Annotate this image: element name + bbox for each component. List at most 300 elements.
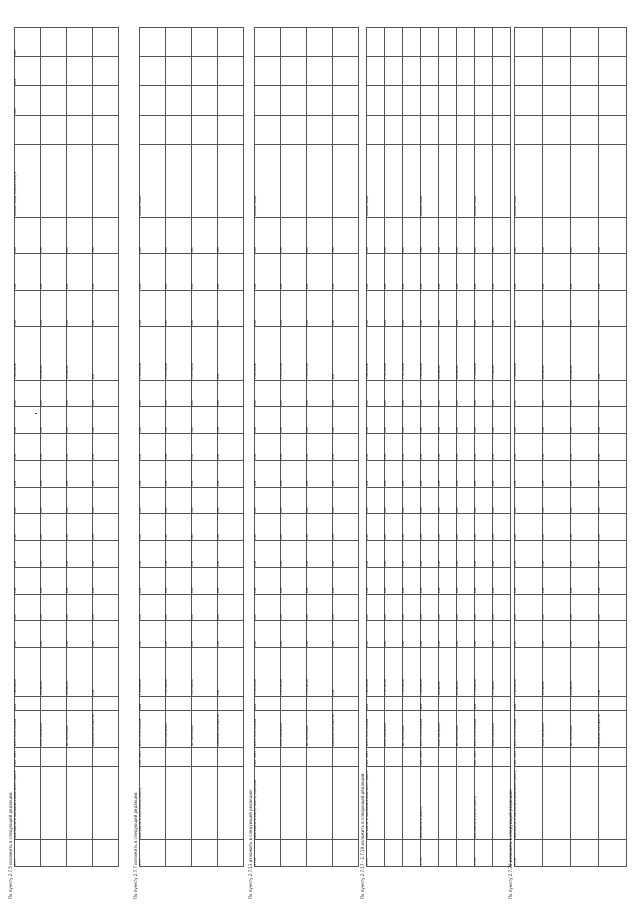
table-cell: 0,00 bbox=[166, 434, 192, 461]
table-row bbox=[15, 28, 41, 867]
table-cell bbox=[457, 144, 475, 217]
table-cell: 0,00 bbox=[218, 380, 244, 407]
table-cell: 0000 bbox=[15, 696, 41, 711]
table-cell: 0,00 bbox=[475, 567, 493, 594]
table-cell: 0,00 bbox=[192, 407, 218, 434]
table-cell bbox=[255, 28, 281, 57]
table-cell: 0,00 bbox=[41, 514, 67, 541]
table-cell: 0,00 bbox=[93, 380, 119, 407]
table-cell bbox=[218, 57, 244, 86]
table-cell bbox=[67, 696, 93, 711]
table-cell bbox=[385, 840, 403, 867]
table-cell: 0,00 bbox=[493, 514, 511, 541]
table-cell: 0,00 bbox=[421, 514, 439, 541]
table-cell: 0,00 bbox=[421, 254, 439, 290]
table-cell: 0,00 bbox=[367, 217, 385, 253]
table-cell: 0,00 bbox=[543, 594, 571, 621]
table-cell: 0,00 bbox=[367, 434, 385, 461]
table-cell bbox=[385, 115, 403, 144]
table-cell bbox=[599, 115, 627, 144]
table-cell: 0,00 bbox=[15, 594, 41, 621]
table-row bbox=[493, 28, 511, 867]
table-cell: 0,00 bbox=[439, 594, 457, 621]
table-cell: 0,00 bbox=[599, 567, 627, 594]
table-cell: 0,00 bbox=[218, 290, 244, 326]
table-cell bbox=[281, 144, 307, 217]
table-cell: 0,00 bbox=[475, 217, 493, 253]
table-cell: 0,00 bbox=[457, 290, 475, 326]
table-cell: областной бюджет bbox=[385, 711, 403, 747]
table-cell bbox=[599, 86, 627, 115]
table-cell: 0,00 bbox=[571, 594, 599, 621]
stray-mark bbox=[35, 413, 37, 414]
table-cell bbox=[93, 144, 119, 217]
table-cell bbox=[255, 86, 281, 115]
table-cell: 0,00 bbox=[255, 460, 281, 487]
table-cell: 0000 bbox=[367, 696, 385, 711]
table-cell: 0,00 bbox=[166, 621, 192, 648]
table-row bbox=[421, 28, 439, 867]
table-cell: 0,00 bbox=[307, 434, 333, 461]
table-cell bbox=[333, 86, 359, 115]
table-cell: 0,00 bbox=[15, 217, 41, 253]
table-cell: внебюджетные средства bbox=[93, 711, 119, 747]
table-cell bbox=[457, 696, 475, 711]
table-cell: 0,00 bbox=[421, 290, 439, 326]
table-cell: 0,00 bbox=[333, 217, 359, 253]
table-cell: 0,00 bbox=[166, 380, 192, 407]
table-cell bbox=[333, 144, 359, 217]
table-cell: 0,00 bbox=[403, 487, 421, 514]
table-cell bbox=[41, 840, 67, 867]
table-cell bbox=[307, 696, 333, 711]
table-cell: 0,00 bbox=[67, 621, 93, 648]
table-cell: 0,00 bbox=[599, 621, 627, 648]
table-cell bbox=[599, 57, 627, 86]
table-cell: 0,00 bbox=[333, 407, 359, 434]
table-cell: 500 000,00 bbox=[67, 327, 93, 381]
table-cell bbox=[67, 767, 93, 840]
table-cell: 0,00 bbox=[67, 217, 93, 253]
table-cell bbox=[166, 28, 192, 57]
table-cell: 0,00 bbox=[403, 434, 421, 461]
table-row bbox=[385, 28, 403, 867]
section-title: По пункту 2.7.26 изложить в следующей редакции: bbox=[508, 789, 513, 899]
table-cell: 0,00 bbox=[192, 514, 218, 541]
table-cell bbox=[41, 144, 67, 217]
table-cell bbox=[403, 115, 421, 144]
table-cell: 0,00 bbox=[543, 380, 571, 407]
table-cell: 0,00 bbox=[439, 254, 457, 290]
table-cell: 0,00 bbox=[281, 514, 307, 541]
table-cell bbox=[457, 57, 475, 86]
table-cell: 1 920 000,00 bbox=[421, 327, 439, 381]
table-cell bbox=[93, 28, 119, 57]
table-cell: 0,00 bbox=[281, 434, 307, 461]
table-cell: 0,00 bbox=[140, 254, 166, 290]
table-cell: 0,00 bbox=[166, 217, 192, 253]
table-cell: 0,00 bbox=[140, 541, 166, 568]
table-cell bbox=[15, 115, 41, 144]
table-cell: 0,00 bbox=[515, 594, 543, 621]
table-row bbox=[307, 28, 333, 867]
table-cell: 0,00 bbox=[515, 460, 543, 487]
table-cell bbox=[281, 86, 307, 115]
budget-table bbox=[514, 27, 627, 867]
table-cell: 920 000,00 bbox=[543, 648, 571, 697]
table-cell bbox=[281, 840, 307, 867]
table-cell bbox=[571, 115, 599, 144]
table-cell: 0,00 bbox=[493, 541, 511, 568]
budget-table bbox=[366, 27, 511, 867]
table-cell: 0,00 bbox=[333, 254, 359, 290]
table-cell bbox=[403, 747, 421, 766]
table-cell: 0,00 bbox=[41, 434, 67, 461]
table-cell bbox=[166, 840, 192, 867]
table-cell: 775 000,00 bbox=[493, 327, 511, 381]
table-cell: 0,00 bbox=[493, 460, 511, 487]
table-cell: 0,00 bbox=[307, 621, 333, 648]
table-cell: 0,00 bbox=[307, 594, 333, 621]
table-cell: 2.7.7 bbox=[140, 840, 166, 867]
table-row bbox=[367, 28, 385, 867]
table-cell: 0,00 bbox=[403, 460, 421, 487]
table-cell: 0,00 bbox=[140, 380, 166, 407]
table-cell: 0,00 bbox=[93, 407, 119, 434]
table-cell: 0,00 bbox=[93, 217, 119, 253]
table-cell: 0,00 bbox=[281, 217, 307, 253]
table-cell: 0,00 bbox=[475, 407, 493, 434]
table-cell: 0,00 bbox=[15, 434, 41, 461]
table-cell: 0,00 bbox=[255, 254, 281, 290]
table-cell bbox=[421, 115, 439, 144]
table-cell bbox=[67, 86, 93, 115]
table-cell: 0,00 bbox=[218, 648, 244, 697]
table-cell bbox=[543, 696, 571, 711]
table-cell bbox=[281, 747, 307, 766]
table-cell: 1 074 465,00 bbox=[307, 327, 333, 381]
table-cell: 0,00 bbox=[421, 567, 439, 594]
table-cell bbox=[385, 144, 403, 217]
table-cell: 0,00 bbox=[93, 621, 119, 648]
table-cell bbox=[493, 115, 511, 144]
table-cell: 0,00 bbox=[403, 567, 421, 594]
section-title: По пункту 2.7.13 изложить в следующей редакции: bbox=[248, 789, 253, 899]
table-cell: 2021 - 2023 bbox=[475, 747, 493, 766]
table-cell: 0,00 bbox=[403, 541, 421, 568]
table-cell: 0,00 bbox=[218, 407, 244, 434]
table-cell: 0,00 bbox=[218, 434, 244, 461]
table-cell: 0,00 bbox=[41, 487, 67, 514]
table-cell: 0,00 bbox=[140, 460, 166, 487]
table-cell: 0,00 bbox=[93, 434, 119, 461]
table-cell: 0,00 bbox=[385, 460, 403, 487]
table-cell: внебюджетные средства bbox=[333, 711, 359, 747]
table-cell bbox=[457, 747, 475, 766]
table-cell: 0,00 bbox=[421, 621, 439, 648]
table-cell bbox=[385, 86, 403, 115]
table-cell: 500 000,00 bbox=[67, 648, 93, 697]
table-cell: Администрация bbox=[140, 144, 166, 217]
table-cell: 0,00 bbox=[93, 541, 119, 568]
table-row bbox=[218, 28, 244, 867]
table-cell: 920 000,00 bbox=[543, 327, 571, 381]
table-cell: 0,00 bbox=[421, 380, 439, 407]
table-cell: 0,00 bbox=[333, 487, 359, 514]
table-cell: 0,00 bbox=[41, 407, 67, 434]
table-cell: 0,00 bbox=[385, 514, 403, 541]
table-cell: 0,00 bbox=[281, 541, 307, 568]
table-cell: 0,00 bbox=[140, 434, 166, 461]
table-cell: 0,00 bbox=[218, 254, 244, 290]
table-cell: 0,00 bbox=[166, 290, 192, 326]
table-cell: 0,00 bbox=[255, 621, 281, 648]
table-cell: 0,00 bbox=[457, 254, 475, 290]
table-cell: 0000 bbox=[421, 696, 439, 711]
table-row bbox=[140, 28, 166, 867]
table-cell: 0,00 bbox=[41, 460, 67, 487]
table-cell bbox=[333, 767, 359, 840]
table-cell: 0,00 bbox=[218, 594, 244, 621]
table-cell: 2023 bbox=[15, 28, 41, 57]
table-cell: 0,00 bbox=[140, 594, 166, 621]
table-cell bbox=[307, 767, 333, 840]
table-cell: 0,00 bbox=[255, 217, 281, 253]
table-cell: 0,00 bbox=[599, 407, 627, 434]
table-cell bbox=[333, 57, 359, 86]
table-cell: 0,00 bbox=[15, 380, 41, 407]
table-cell bbox=[192, 840, 218, 867]
table-cell: Всего, по источникам bbox=[15, 711, 41, 747]
table-cell: областной бюджет bbox=[543, 711, 571, 747]
table-cell bbox=[166, 144, 192, 217]
table-cell: 3 086 604,00 bbox=[367, 648, 385, 697]
table-cell: 2021 - 2023 bbox=[367, 747, 385, 766]
table-cell: 0,00 bbox=[515, 487, 543, 514]
table-cell: 0000 bbox=[475, 696, 493, 711]
table-cell: 0,00 bbox=[166, 567, 192, 594]
table-cell: 0,00 bbox=[515, 541, 543, 568]
table-row bbox=[333, 28, 359, 867]
table-cell: 0,00 bbox=[255, 514, 281, 541]
table-cell bbox=[93, 57, 119, 86]
table-cell: 0,00 bbox=[571, 380, 599, 407]
table-cell: 0,00 bbox=[281, 621, 307, 648]
table-cell: Мероприятия по реализации инициативного проекта bbox=[367, 767, 385, 840]
table-cell: 2 450 000,00 bbox=[140, 327, 166, 381]
table-row bbox=[403, 28, 421, 867]
table-cell: внебюджетные средства bbox=[218, 711, 244, 747]
table-cell bbox=[67, 115, 93, 144]
table-cell: 0,00 bbox=[307, 217, 333, 253]
table-cell bbox=[543, 57, 571, 86]
table-cell bbox=[421, 57, 439, 86]
table-cell: 0,00 bbox=[475, 290, 493, 326]
table-cell bbox=[367, 86, 385, 115]
table-cell: 500 000,00 bbox=[41, 327, 67, 381]
table-cell bbox=[218, 86, 244, 115]
table-cell: 0,00 bbox=[93, 594, 119, 621]
table-cell: 0,00 bbox=[281, 290, 307, 326]
table-cell: 0,00 bbox=[421, 487, 439, 514]
table-cell: 1 543 302,00 bbox=[403, 327, 421, 381]
table-cell bbox=[333, 28, 359, 57]
table-cell bbox=[192, 747, 218, 766]
table-cell bbox=[439, 115, 457, 144]
table-cell bbox=[307, 28, 333, 57]
table-cell: Мероприятия по реализации инициативного проекта bbox=[515, 767, 543, 840]
table-cell: 0,00 bbox=[41, 217, 67, 253]
table-cell: 0,00 bbox=[140, 290, 166, 326]
table-cell: 0,00 bbox=[41, 290, 67, 326]
table-cell: 1 225 000,00 bbox=[192, 648, 218, 697]
table-cell: 0,00 bbox=[571, 567, 599, 594]
table-row bbox=[166, 28, 192, 867]
table-cell: 0,00 bbox=[457, 541, 475, 568]
table-cell: 0,00 bbox=[403, 407, 421, 434]
table-cell: 0,00 bbox=[67, 254, 93, 290]
table-cell bbox=[93, 747, 119, 766]
table-cell: 0,00 bbox=[493, 567, 511, 594]
table-cell: 0,00 bbox=[218, 487, 244, 514]
table-cell: 0,00 bbox=[307, 541, 333, 568]
table-cell: 1 074 465,00 bbox=[307, 648, 333, 697]
table-row bbox=[515, 28, 543, 867]
table-cell: 0,00 bbox=[571, 217, 599, 253]
table-cell bbox=[281, 28, 307, 57]
table-cell bbox=[421, 28, 439, 57]
table-cell: 0,00 bbox=[333, 460, 359, 487]
table-cell: 0,00 bbox=[571, 621, 599, 648]
table-cell: 0,00 bbox=[421, 434, 439, 461]
table-cell: 0,00 bbox=[218, 541, 244, 568]
table-cell bbox=[140, 86, 166, 115]
table-cell: 0,00 bbox=[493, 407, 511, 434]
table-cell: 0,00 bbox=[281, 567, 307, 594]
table-cell: 0,00 bbox=[140, 621, 166, 648]
table-cell: 1 000 000,00 bbox=[15, 648, 41, 697]
table-cell: Всего, по источникам bbox=[140, 711, 166, 747]
table-cell: 0,00 bbox=[140, 407, 166, 434]
table-cell: 0,00 bbox=[599, 648, 627, 697]
table-cell: 0,00 bbox=[543, 621, 571, 648]
table-cell bbox=[543, 840, 571, 867]
table-cell: 2021 - 2023 bbox=[515, 747, 543, 766]
table-cell: 0,00 bbox=[571, 254, 599, 290]
table-cell: 0,00 bbox=[475, 621, 493, 648]
table-cell bbox=[281, 767, 307, 840]
table-cell: 0,00 bbox=[367, 290, 385, 326]
table-cell: 0,00 bbox=[307, 380, 333, 407]
table-cell bbox=[543, 86, 571, 115]
table-cell bbox=[333, 840, 359, 867]
table-cell: 0,00 bbox=[457, 434, 475, 461]
table-cell: 1 225 000,00 bbox=[192, 327, 218, 381]
table-cell: 1 920 000,00 bbox=[421, 648, 439, 697]
table-cell: 2021 bbox=[15, 86, 41, 115]
table-row bbox=[93, 28, 119, 867]
table-cell bbox=[192, 86, 218, 115]
table-cell: 0,00 bbox=[15, 567, 41, 594]
table-cell bbox=[67, 747, 93, 766]
table-cell bbox=[385, 28, 403, 57]
table-cell bbox=[515, 86, 543, 115]
table-cell bbox=[571, 144, 599, 217]
table-cell: 0,00 bbox=[192, 460, 218, 487]
table-cell bbox=[515, 57, 543, 86]
table-cell: 0,00 bbox=[333, 541, 359, 568]
table-cell bbox=[385, 696, 403, 711]
table-cell: 0,00 bbox=[403, 254, 421, 290]
table-cell: 0,00 bbox=[255, 407, 281, 434]
table-cell: 0,00 bbox=[255, 541, 281, 568]
table-cell: 0,00 bbox=[166, 514, 192, 541]
table-cell bbox=[571, 840, 599, 867]
table-cell bbox=[571, 86, 599, 115]
table-cell: 0,00 bbox=[192, 487, 218, 514]
table-cell: 0,00 bbox=[599, 487, 627, 514]
table-cell: 0,00 bbox=[439, 290, 457, 326]
table-cell bbox=[385, 57, 403, 86]
table-cell bbox=[67, 840, 93, 867]
table-cell bbox=[403, 86, 421, 115]
table-cell bbox=[166, 57, 192, 86]
table-cell: 0,00 bbox=[367, 487, 385, 514]
table-cell: Администрация городского округа bbox=[15, 144, 41, 217]
table-cell: 0,00 bbox=[493, 487, 511, 514]
table-cell bbox=[599, 696, 627, 711]
table-cell bbox=[41, 86, 67, 115]
table-cell: 0,00 bbox=[457, 380, 475, 407]
table-cell: 0,00 bbox=[93, 487, 119, 514]
table-cell bbox=[218, 696, 244, 711]
table-cell bbox=[255, 115, 281, 144]
table-cell: 0,00 bbox=[439, 514, 457, 541]
table-cell: 0,00 bbox=[475, 541, 493, 568]
table-cell: 0,00 bbox=[543, 217, 571, 253]
table-cell: 0,00 bbox=[457, 487, 475, 514]
table-cell: 0,00 bbox=[403, 290, 421, 326]
table-cell bbox=[403, 144, 421, 217]
table-cell: Мероприятия по благоустройству bbox=[475, 767, 493, 840]
table-cell: 0,00 bbox=[333, 621, 359, 648]
table-cell bbox=[515, 115, 543, 144]
table-cell: 0,00 bbox=[421, 594, 439, 621]
table-cell bbox=[403, 57, 421, 86]
table-cell: 2021 - 2023 bbox=[140, 747, 166, 766]
table-cell bbox=[493, 57, 511, 86]
table-cell: 0,00 bbox=[307, 407, 333, 434]
table-cell: областной бюджет bbox=[493, 711, 511, 747]
table-cell: 1 840 000,00 bbox=[515, 648, 543, 697]
table-cell: 960 000,00 bbox=[439, 327, 457, 381]
table-cell bbox=[475, 86, 493, 115]
table-cell: 2 148 930,00 bbox=[255, 327, 281, 381]
table-cell bbox=[192, 144, 218, 217]
table-cell bbox=[571, 767, 599, 840]
table-cell: 0,00 bbox=[475, 254, 493, 290]
table-cell bbox=[457, 86, 475, 115]
table-cell bbox=[543, 115, 571, 144]
table-cell: 0,00 bbox=[307, 254, 333, 290]
table-cell: 0,00 bbox=[493, 380, 511, 407]
table-cell bbox=[439, 28, 457, 57]
table-cell: 0,00 bbox=[67, 434, 93, 461]
table-cell: 920 000,00 bbox=[571, 327, 599, 381]
table-cell: 0,00 bbox=[281, 460, 307, 487]
table-cell: 0,00 bbox=[421, 460, 439, 487]
table-cell: 0,00 bbox=[403, 621, 421, 648]
